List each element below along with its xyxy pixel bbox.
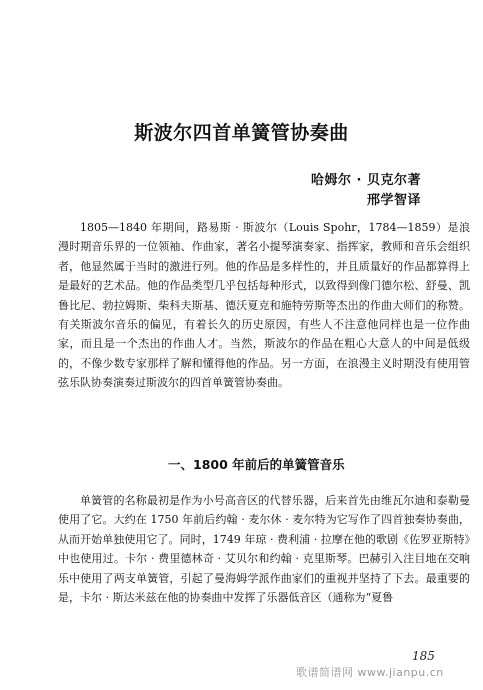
intro-paragraph: 1805—1840 年期间，路易斯 · 斯波尔（Louis Spohr，1784—1859）是浪漫时期音乐界的一位领袖、作曲家，著名小提琴演奏家、指挥家，教师和音乐会组织者，他显然属于当时的激进行列。他的作品是多样性的，并且质量好的作品都算得上是最好的艺术品。他的作品类型几乎包括每种形式，以致得到像门德尔松、舒曼、凯鲁比尼、勃拉姆斯、柴科夫斯基、德沃夏克和施特劳斯等杰出的作曲大师们的称赞。有关斯波尔音乐的偏见，有着长久的历史原因，有些人不注意他同样也是一位作曲家，而且是一个杰出的作曲人才。当然，斯波尔的作品在粗心大意人的中间是低级的，不像少数专家那样了解和懂得他的作品。另一方面，在浪漫主义时期没有使用管弦乐队协奏演奏过斯波尔的四首单簧管协奏曲。 xyxy=(58,221,470,390)
article-title: 斯波尔四首单簧管协奏曲 xyxy=(134,122,349,144)
page-number: 185 xyxy=(412,649,435,663)
translator-credit: 邢学智译 xyxy=(366,193,421,208)
author-credit: 哈姆尔 · 贝克尔著 xyxy=(311,173,421,188)
section-paragraph: 单簧管的名称最初是作为小号高音区的代替乐器，后来首先由维瓦尔迪和泰勒曼使用了它。大约在 1750 年前后约翰 · 麦尔休 · 麦尔特为它写作了四首独奏协奏曲，从而开始单独使用它了。同时，1749 年琼 · 费利浦 · 拉摩在他的歌剧《佐罗亚斯特》中也使用过。卡尔 · 费里德林奇 · 艾贝尔和约翰 · 克里斯琴。巴赫引入注目地在交响乐中使用了两支单簧管，引起了曼海姆学派作曲家们的重视并坚持了下去。最重要的是，卡尔 · 斯达米兹在他的协奏曲中发挥了乐器低音区（通称为“夏鲁 xyxy=(58,494,470,605)
site-watermark: 歌谱简谱网 www.jianpu.cn xyxy=(296,666,444,679)
section-heading: 一、1800 年前后的单簧管音乐 xyxy=(168,457,345,472)
